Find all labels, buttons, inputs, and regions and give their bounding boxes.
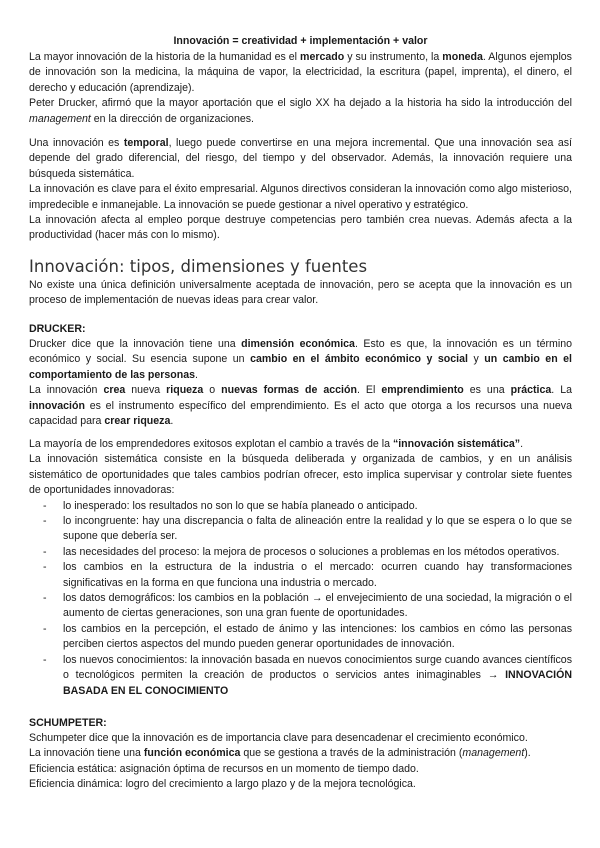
temporal-paragraph: Una innovación es temporal, luego puede convertirse en una mejora incremental. Que una innovación sea así depende del grado diferencial, del riesgo, del tiempo y del observador. Además, la innovación requiere una búsqueda sistemática.	[29, 137, 572, 180]
drucker-wealth-paragraph: La innovación crea nueva riqueza o nuevas formas de acción. El emprendimiento es una práctica. La innovación es el instrumento específico del emprendimiento. Es el acto que otorga a los recursos una nueva capacidad para crear riqueza.	[29, 384, 572, 428]
list-item: - los datos demográficos: los cambios en la población → el envejecimiento de una sociedad, la migración o el aumento de ciertas generaciones, son una gran fuente de oportunidades.	[43, 592, 572, 620]
intro-paragraph-drucker: Peter Drucker, afirmó que la mayor aportación que el siglo XX ha dejado a la historia ha sido la introducción del management en la dirección de organizaciones.	[29, 97, 572, 125]
systematic-innovation-definition: La innovación sistemática consiste en la búsqueda deliberada y organizada de cambios, y en un análisis sistemático de oportunidades que tales cambios podrían ofrecer, esto implica supervisar y controlar siete fuentes de oportunidades innovadoras:	[29, 453, 572, 497]
innovation-sources-list	[29, 499, 572, 699]
section-intro: No existe una única definición universalmente aceptada de innovación, pero se acepta que la innovación es un proceso de implementación de nuevas ideas para crear valor.	[29, 279, 572, 307]
temporal-block	[29, 136, 572, 244]
static-efficiency: Eficiencia estática: asignación óptima de recursos en un momento de tiempo dado.	[29, 762, 419, 775]
dynamic-efficiency: Eficiencia dinámica: logro del crecimiento a largo plazo y de la mejora tecnológica.	[29, 778, 416, 791]
list-item: - lo incongruente: hay una discrepancia o falta de alineación entre la realidad y lo que se espera o lo que se supone que debería ser.	[43, 515, 572, 543]
list-item: - los nuevos conocimientos: la innovación basada en nuevos conocimientos surge cuando avances científicos o tecnológicos permiten la creación de productos o servicios antes inimaginables → INNOVACIÓN BASADA EN EL CONOCIMIENTO	[43, 653, 572, 697]
schumpeter-block	[29, 731, 572, 793]
schumpeter-growth-paragraph: Schumpeter dice que la innovación es de importancia clave para desencadenar el crecimiento económico.	[29, 732, 528, 744]
drucker-economic-dimension: Drucker dice que la innovación tiene una dimensión económica. Esto es que, la innovación es un término económico y social. Su esencia supone un cambio en el ámbito económico y social y un cambio en el comportamiento de las personas.	[29, 338, 572, 381]
list-item: - los cambios en la estructura de la industria o el mercado: ocurren cuando hay transformaciones significativas en la forma en que funciona una industria o mercado.	[43, 561, 572, 589]
business-success-paragraph: La innovación es clave para el éxito empresarial. Algunos directivos consideran la innovación como algo misterioso, impredecible e inmanejable. La innovación se puede gestionar a nivel operativo y estratégico.	[29, 183, 572, 211]
list-item: - las necesidades del proceso: la mejora de procesos o soluciones a problemas en los métodos operativos.	[43, 545, 560, 558]
systematic-innovation-intro: La mayoría de los emprendedores exitosos explotan el cambio a través de la “innovación sistemática”.	[29, 438, 524, 450]
drucker-heading: DRUCKER:	[29, 323, 86, 335]
document-title: Innovación = creatividad + implementación + valor	[173, 35, 428, 47]
intro-paragraph-market: La mayor innovación de la historia de la humanidad es el mercado y su instrumento, la moneda. Algunos ejemplos de innovación son la medicina, la máquina de vapor, la electricidad, la escritura (papel, imprenta), el dinero, el derecho y educación (aprendizaje).	[29, 51, 572, 94]
employment-paragraph: La innovación afecta al empleo porque destruye competencias pero también crea nuevas. Además afecta a la productividad (hacer más con lo mismo).	[29, 214, 572, 242]
list-item: - los cambios en la percepción, el estado de ánimo y las intenciones: los cambios en cómo las personas perciben ciertos aspectos del mundo pueden generar oportunidades de innovación.	[43, 622, 572, 651]
section-heading: Innovación: tipos, dimensiones y fuentes	[29, 257, 368, 276]
drucker-block-1	[29, 337, 572, 429]
list-item: - lo inesperado: los resultados no son lo que se había planeado o anticipado.	[43, 499, 418, 512]
drucker-block-2	[29, 437, 572, 699]
intro-block	[29, 50, 572, 127]
schumpeter-function-paragraph: La innovación tiene una función económica que se gestiona a través de la administración (management).	[29, 747, 531, 760]
schumpeter-heading: SCHUMPETER:	[29, 717, 107, 729]
